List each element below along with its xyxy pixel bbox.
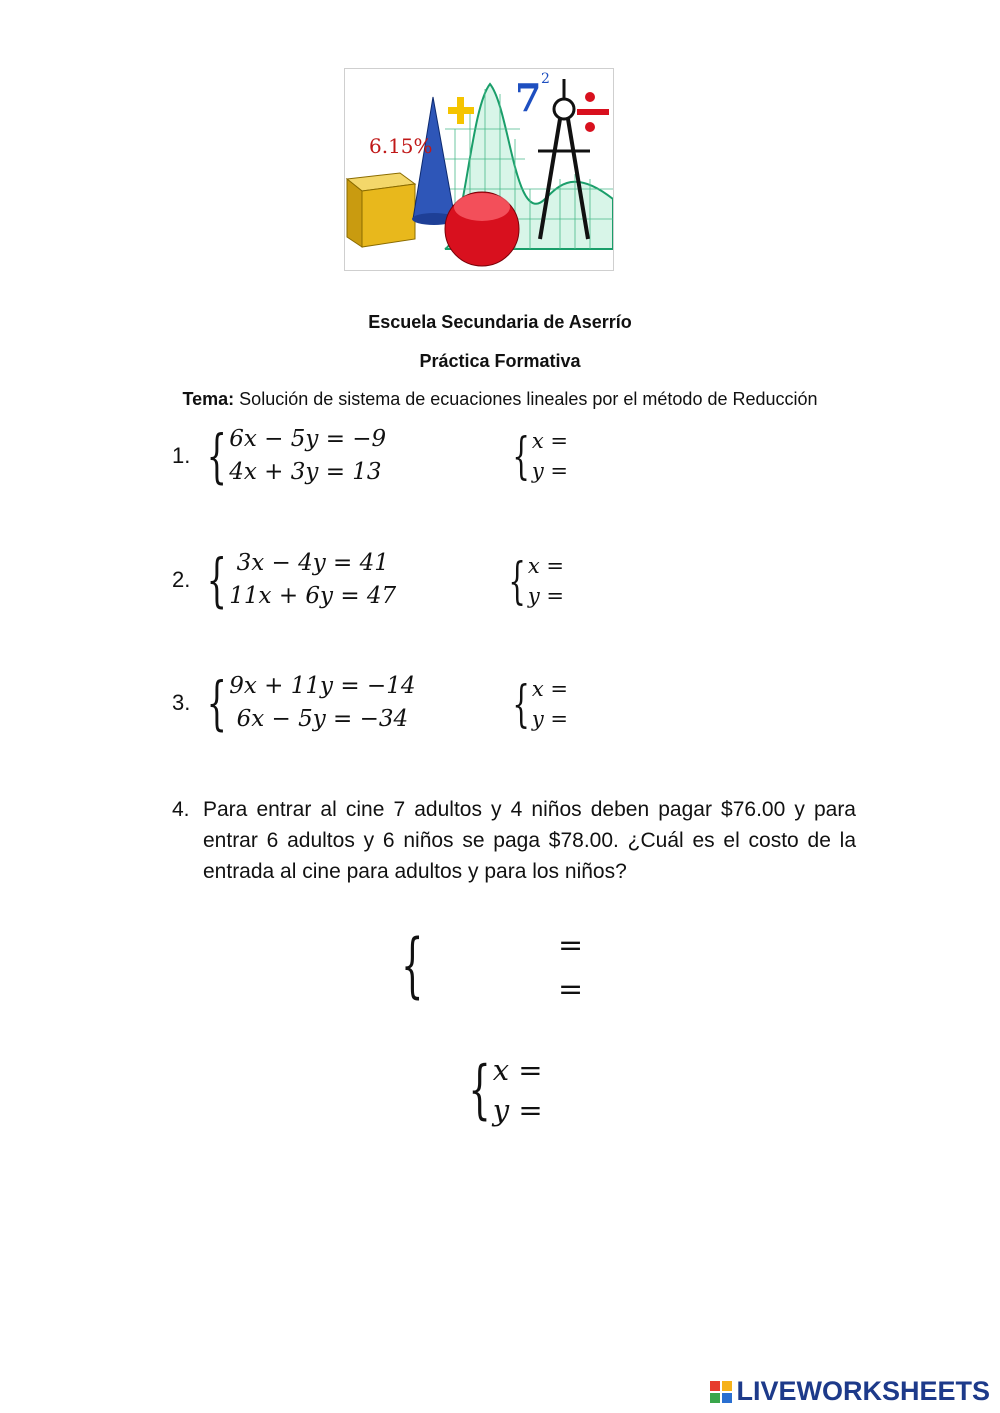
- brand-name: LIVEWORKSHEETS: [736, 1376, 990, 1406]
- exponent-label: 2: [541, 71, 550, 87]
- liveworksheets-logo-icon: [710, 1381, 732, 1403]
- exercise-2-system: [172, 547, 396, 613]
- equation-1: 9x + 11y = −14: [229, 673, 416, 699]
- equation-2: 6x − 5y = −34: [229, 706, 409, 732]
- exercise-number: 2.: [172, 567, 191, 592]
- answer-x: x =: [531, 429, 568, 453]
- answer-y: y =: [492, 1093, 543, 1127]
- exercise-number: 3.: [172, 690, 191, 715]
- left-brace: {: [206, 422, 228, 490]
- school-name: Escuela Secundaria de Aserrío: [368, 312, 632, 332]
- problem-number: 4.: [172, 798, 190, 821]
- blank-equation-1: =: [558, 928, 584, 963]
- equation-1: 6x − 5y = −9: [229, 426, 387, 452]
- left-brace: {: [206, 669, 228, 737]
- topic-line: [0, 389, 1000, 410]
- answer-y: y =: [527, 584, 564, 608]
- word-problem-4: [172, 794, 856, 887]
- exercise-1-system: [172, 423, 386, 489]
- answer-x: x =: [531, 677, 568, 701]
- equation-2: 4x + 3y = 13: [229, 459, 382, 485]
- left-brace: {: [512, 675, 530, 733]
- problem-text: Para entrar al cine 7 adultos y 4 niños deben pagar $76.00 y para entrar 6 adultos y 6 niños se paga $78.00. ¿Cuál es el costo de la entrada al cine para adultos y para los niños?: [203, 798, 856, 883]
- liveworksheets-logo[interactable]: [710, 1376, 990, 1407]
- practice-title: Práctica Formativa: [419, 351, 581, 371]
- topic-text: Solución de sistema de ecuaciones lineales por el método de Reducción: [239, 389, 818, 409]
- exercise-1-answer: [498, 426, 568, 486]
- topic-label: Tema:: [182, 389, 235, 409]
- answer-x: x =: [492, 1053, 543, 1087]
- exercise-2-answer: [494, 551, 564, 611]
- answer-y: y =: [531, 459, 568, 483]
- blank-system-brace: {: [401, 924, 424, 1006]
- exercise-3-system: [172, 670, 415, 736]
- exercise-3-answer: [498, 674, 568, 734]
- equation-1: 3x − 4y = 41: [229, 550, 389, 576]
- header-math-illustration: [344, 68, 614, 271]
- blank-equation-2: =: [558, 972, 584, 1007]
- answer-x: x =: [527, 554, 564, 578]
- left-brace: {: [508, 552, 526, 610]
- left-brace: {: [206, 546, 228, 614]
- equation-2: 11x + 6y = 47: [229, 583, 397, 609]
- answer-y: y =: [531, 707, 568, 731]
- left-brace: {: [512, 427, 530, 485]
- problem-4-answer: [450, 1050, 543, 1130]
- left-brace: {: [468, 1053, 491, 1127]
- percent-label: 6.15%: [369, 134, 433, 158]
- exercise-number: 1.: [172, 443, 191, 468]
- seven-label: 7: [515, 75, 542, 120]
